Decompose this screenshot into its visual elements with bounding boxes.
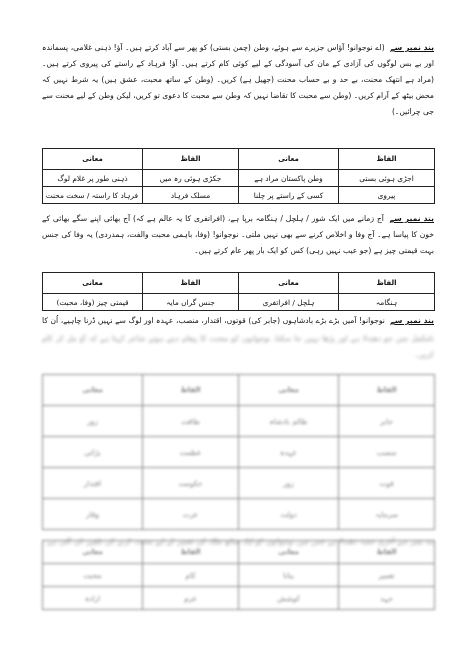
table-cell: فرہاد کا راستہ / سخت محنت (43, 187, 143, 204)
table-cell: ظالم بادشاہ (239, 406, 339, 437)
table-cell: جکڑی ہوئی رہ میں (143, 170, 239, 187)
stanza-heading: بند نمبر سے (390, 43, 434, 52)
vocabulary-table-1 (42, 148, 435, 204)
header-cell: الفاظ (143, 541, 239, 564)
table-cell: زور (239, 468, 339, 499)
table-cell: بنانا (239, 564, 339, 587)
stanza-explanation-1 (42, 40, 434, 120)
table-cell: اقتدار (43, 468, 143, 499)
table-cell: ہنگامہ (339, 294, 435, 311)
table-header-row (43, 375, 435, 406)
table-cell: قوت (339, 468, 435, 499)
table-cell: ارادہ (43, 587, 143, 610)
table-cell: سرمایہ (339, 499, 435, 530)
header-cell: الفاظ (339, 273, 435, 294)
table-cell: عزت (143, 499, 239, 530)
header-cell: الفاظ (339, 541, 435, 564)
header-cell: معانی (43, 375, 143, 406)
blurred-text: بند نمبر سے آخری حصہ دھندلا ہے جس میں نوجوانوں کو ایک ساتھ ملک کی تعمیر کے لیے محنت کرنے کی تلقین کی گئی ہے۔ (43, 537, 434, 546)
table-cell: وطن پاکستان مراد ہے (239, 170, 339, 187)
stanza-explanation-2 (42, 211, 434, 259)
table-cell: اجڑی ہوئی بستی (339, 170, 435, 187)
table-cell: کام (143, 564, 239, 587)
header-cell: الفاظ (143, 273, 239, 294)
header-cell: معانی (239, 375, 339, 406)
vocabulary-table-2 (42, 272, 435, 311)
table-cell: جابر (339, 406, 435, 437)
table-row (43, 587, 435, 610)
table-cell: ذہنی طور پر غلام لوگ (43, 170, 143, 187)
table-cell: قیمتی چیز (وفا، محبت) (43, 294, 143, 311)
blurred-text: نامکمل متن جو دھندلا ہے اور پڑھا نہیں جا سکتا، نوجوانوں کو محنت کا پیغام دیتے ہوئے شاعر کہتا ہے کہ آؤ مل کر کام کریں۔ (42, 334, 434, 359)
table-row (43, 437, 435, 468)
table-cell: عہدہ (239, 437, 339, 468)
header-cell: معانی (239, 273, 339, 294)
header-cell: الفاظ (143, 375, 239, 406)
stanza-explanation-3 (42, 313, 434, 329)
blurred-vocabulary-table-2 (42, 540, 435, 610)
stanza-heading: بند نمبر سے (389, 214, 434, 223)
blurred-vocabulary-table (42, 374, 435, 530)
table-cell: طاقت (143, 406, 239, 437)
table-row (43, 294, 435, 311)
table-cell: وقار (43, 499, 143, 530)
table-cell: جنس گراں مایہ (143, 294, 239, 311)
table-row (43, 499, 435, 530)
table-row (43, 187, 435, 204)
header-cell: معانی (43, 273, 143, 294)
blurred-paragraph (42, 331, 434, 369)
table-cell: کسی کے راستے پر چلنا (239, 187, 339, 204)
table-row (43, 468, 435, 499)
stanza-text: نوجوانو! آمیں بڑے بڑے بادشاہوں (جابر کی) قوتوں، اقتدار، منصب، عہدہ اور لوگ سے نہیں ڈرنا چاہیے، اُن کا (42, 316, 385, 325)
table-cell: زور (43, 406, 143, 437)
table-cell: محنت (43, 564, 143, 587)
header-cell: الفاظ (339, 375, 435, 406)
table-cell: عظمت (143, 437, 239, 468)
header-cell: معانی (43, 541, 143, 564)
table-cell: ہلچل / افراتفری (239, 294, 339, 311)
header-cell: معانی (43, 149, 143, 170)
stanza-heading: بند نمبر سے (390, 316, 434, 325)
table-cell: کوشش (239, 587, 339, 610)
header-cell: معانی (239, 541, 339, 564)
table-row (43, 564, 435, 587)
header-cell: الفاظ (143, 149, 239, 170)
table-cell: حکومت (143, 468, 239, 499)
table-cell: عزم (143, 587, 239, 610)
header-cell: معانی (239, 149, 339, 170)
table-row (43, 170, 435, 187)
table-row (43, 406, 435, 437)
stanza-text: (اے نوجوانو! آؤاس جزیرے سے ہوئے، وطن (چمن بستی) کو پھر سے آباد کرتے ہیں۔ آؤ! ذہنی غلامی، پسماندہ اور بے بس لوگوں کی آزادی کے مان کی آسودگی کے لیے کوئی کام کرتے ہیں۔ آؤ! فرہاد کے راستے کی پیروی کرتے ہیں۔ (مراد ہے انتھک محنت، بے حد و بے حساب محنت (جھیل ہے) کریں۔ (وطن کے ساتھ محبت، عشق ہیں) یہ شرط نہیں کہ محض بیٹھ کے آرام کریں۔ (وطن سے محبت کا تقاضا نہیں کہ وطن سے محبت کا دعوی تو کریں، لیکن وطن کے لیے محنت سے جی چرائیں۔) (42, 43, 434, 116)
header-cell: الفاظ (339, 149, 435, 170)
table-header-row (43, 541, 435, 564)
stanza-text: آج زمانے میں ایک شور / ہلچل / ہنگامہ برپا ہے، (افراتفری کا یہ عالم ہے کہ) آج بھائی اپنے سگے بھائی کے خون کا پیاسا ہے۔ آج وفا و اخلاص کرنے سے بھی نہیں ملتی۔ نوجوانو! (وفا، باہمی محبت والفت، ہمدردی) یہ وفا کی جنس بہت قیمتی چیز ہے (جو عیب نہیں رہی) کس کو ایک بار پھر عام کرتے ہیں۔ (42, 214, 434, 255)
table-cell: جہد (339, 587, 435, 610)
table-header-row (43, 273, 435, 294)
table-header-row (43, 149, 435, 170)
table-cell: تعمیر (339, 564, 435, 587)
table-cell: مسلک فرہاد (143, 187, 239, 204)
table-cell: بڑائی (43, 437, 143, 468)
table-cell: پیروی (339, 187, 435, 204)
table-cell: منصب (339, 437, 435, 468)
table-cell: دولت (239, 499, 339, 530)
